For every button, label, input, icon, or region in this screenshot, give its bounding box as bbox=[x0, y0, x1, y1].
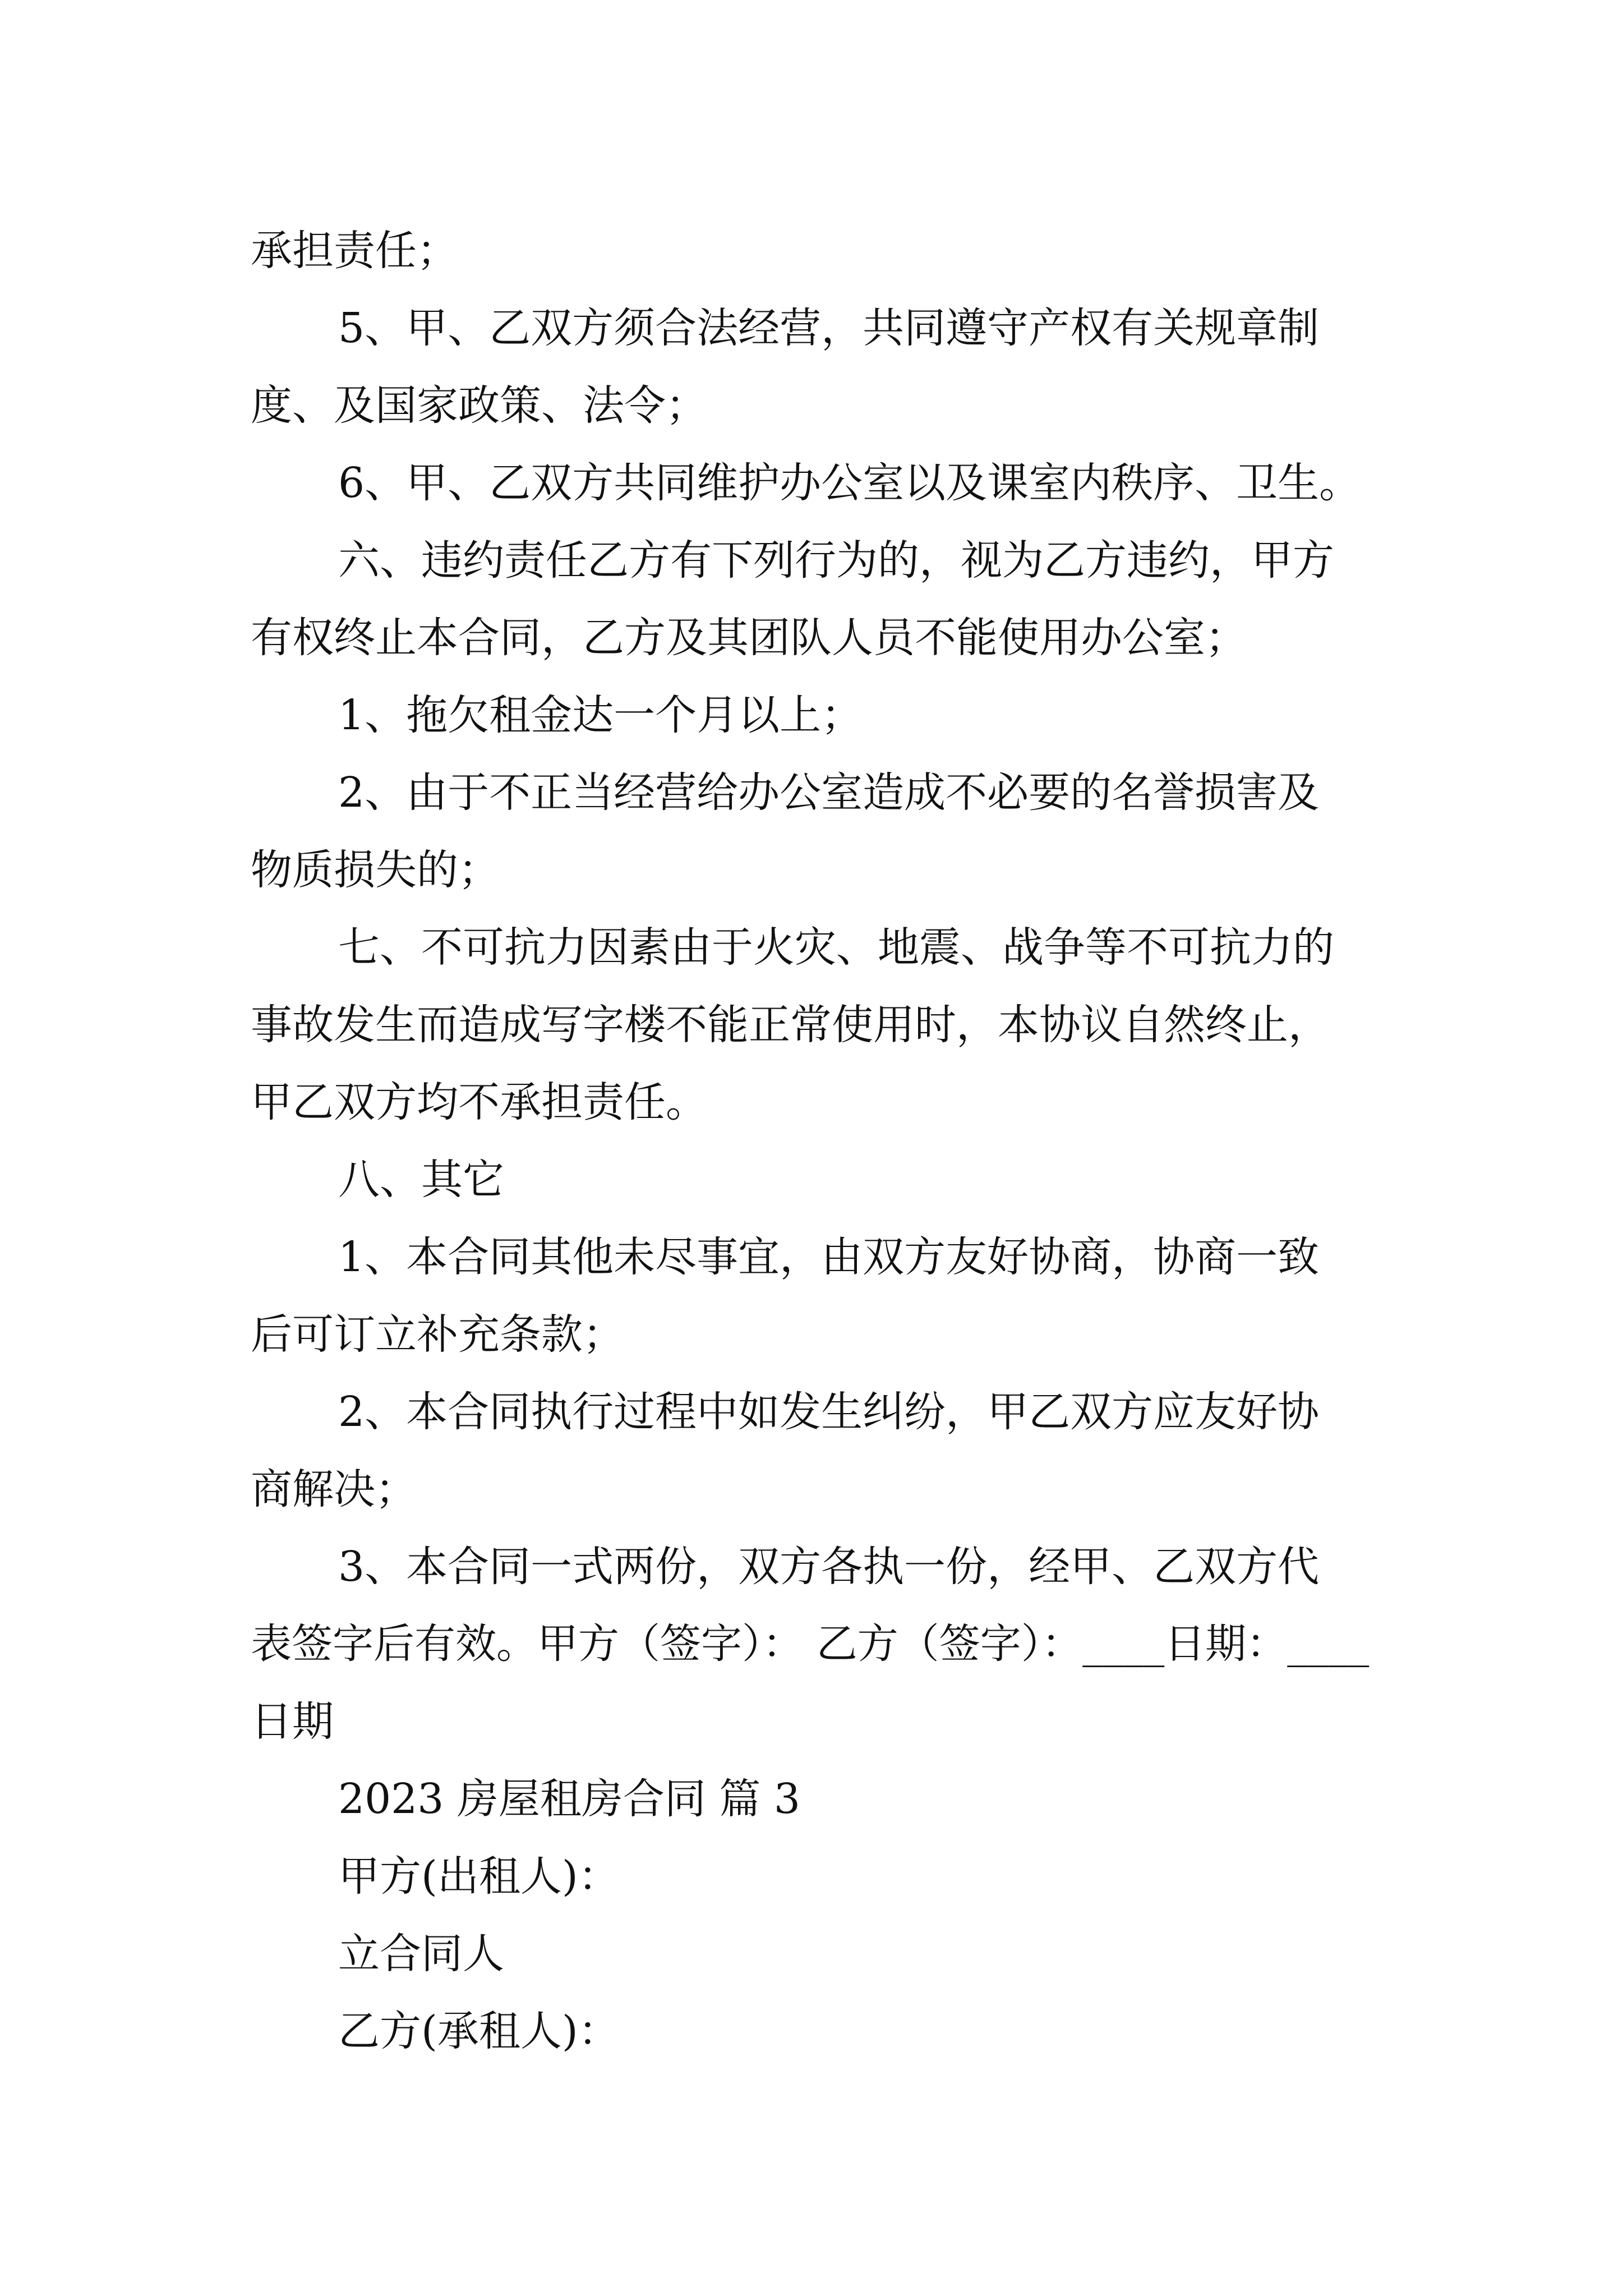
text-line: 事故发生而造成写字楼不能正常使用时，本协议自然终止， bbox=[251, 1001, 1330, 1049]
text-line: 1、本合同其他未尽事宜，由双方友好协商，协商一致 bbox=[338, 1233, 1320, 1281]
text-line: 5、甲、乙双方须合法经营，共同遵守产权有关规章制 bbox=[338, 304, 1320, 352]
text-line: 1、拖欠租金达一个月以上； bbox=[338, 691, 863, 739]
text-line: 物质损失的； bbox=[251, 846, 500, 894]
text-line: 度、及国家政策、法令； bbox=[251, 381, 707, 430]
text-line: 2、本合同执行过程中如发生纠纷，甲乙双方应友好协 bbox=[338, 1388, 1320, 1436]
text-line: 3、本合同一式两份，双方各执一份，经甲、乙双方代 bbox=[338, 1543, 1320, 1591]
document-body bbox=[251, 212, 1378, 2070]
text-line: 有权终止本合同，乙方及其团队人员不能使用办公室； bbox=[251, 614, 1247, 662]
contract-signatory-label: 立合同人 bbox=[338, 1930, 504, 1978]
party-a-label: 甲方(出租人)： bbox=[338, 1852, 620, 1901]
text-line: 日期 bbox=[251, 1697, 334, 1746]
text-line: 6、甲、乙双方共同维护办公室以及课室内秩序、卫生。 bbox=[338, 459, 1361, 507]
text-line: 2、由于不正当经营给办公室造成不必要的名誉损害及 bbox=[338, 769, 1320, 817]
contract-title: 2023 房屋租房合同 篇 3 bbox=[338, 1775, 800, 1823]
party-b-label: 乙方(承租人)： bbox=[338, 2007, 620, 2055]
text-line: 六、违约责任乙方有下列行为的，视为乙方违约，甲方 bbox=[338, 536, 1334, 585]
text-line: 七、不可抗力因素由于火灾、地震、战争等不可抗力的 bbox=[338, 923, 1334, 972]
text-line: 承担责任； bbox=[251, 227, 458, 275]
signature-line: 表签字后有效。甲方（签字）： 乙方（签字）：____日期：____ bbox=[251, 1620, 1370, 1668]
text-line: 后可订立补充条款； bbox=[251, 1310, 624, 1359]
text-line: 商解决； bbox=[251, 1465, 417, 1513]
section-heading: 八、其它 bbox=[338, 1156, 504, 1204]
text-line: 甲乙双方均不承担责任。 bbox=[251, 1078, 707, 1126]
